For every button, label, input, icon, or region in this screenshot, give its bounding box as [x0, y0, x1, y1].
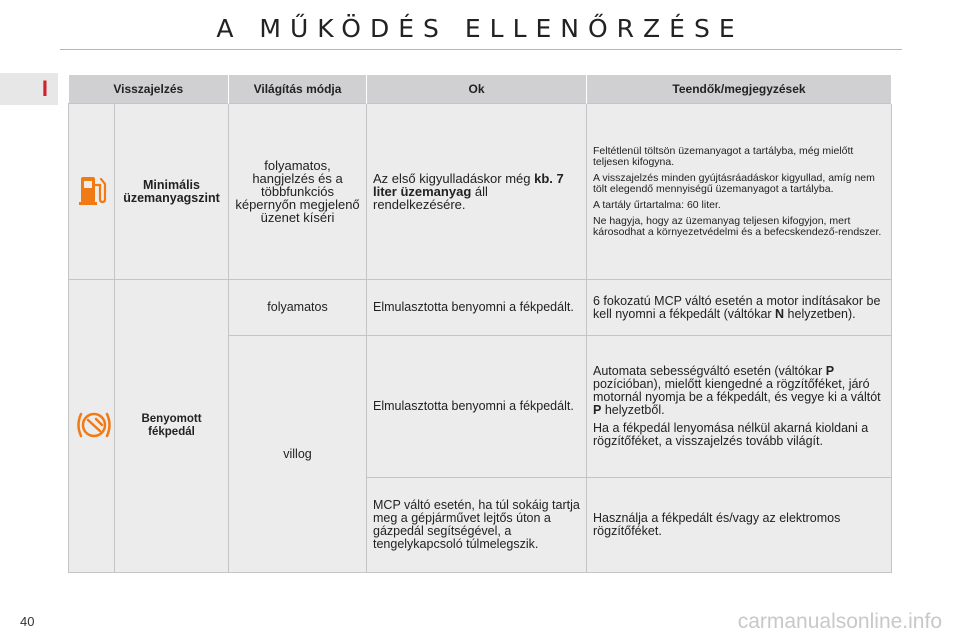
brake-mode-flashing: villog: [229, 336, 367, 573]
header-indicator: Visszajelzés: [69, 75, 229, 104]
fuel-note: A tartály űrtartalma: 60 liter.: [593, 198, 721, 211]
brake-action-2-bold1: P: [825, 364, 835, 378]
fuel-notes: [587, 104, 892, 280]
parking-brake-icon: [75, 408, 113, 442]
brake-action-3: Használja a fékpedált és/vagy az elektromos rögzítőféket.: [587, 478, 892, 573]
brake-cause-1: Elmulasztotta benyomni a fékpedált.: [367, 280, 587, 336]
brake-cause-2: Elmulasztotta benyomni a fékpedált.: [367, 336, 587, 478]
chapter-tab: [0, 73, 58, 105]
brake-cause-3: MCP váltó esetén, ha túl sokáig tartja meg a gépjárművet lejtős úton a gázpedál segítségével, a tengelykapcsoló túlmelegszik.: [367, 478, 587, 573]
page-title: A MŰKÖDÉS ELLENŐRZÉSE: [216, 14, 744, 43]
title-divider: [60, 49, 902, 50]
fuel-note: Feltétlenül töltsön üzemanyagot a tartályba, még mielőtt teljesen kifogyna.: [593, 144, 854, 168]
table-row: [69, 104, 892, 280]
fuel-note: Ne hagyja, hogy az üzemanyag teljesen kifogyjon, mert károsodhat a környezetvédelmi és a befecskendező-rendszer.: [593, 214, 882, 238]
brake-action-1: [587, 280, 892, 336]
brake-action-1-bold: N: [775, 306, 785, 321]
fuel-lighting-mode: folyamatos, hangjelzés és a többfunkciós képernyőn megjelenő üzenet kíséri: [229, 104, 367, 280]
brake-action-1-pre: 6 fokozatú MCP váltó esetén a motor indításakor be kell nyomni a fékpedált (váltókar: [593, 293, 881, 321]
brake-action-2-post: helyzetből.: [601, 403, 665, 417]
fuel-icon-cell: [69, 104, 115, 280]
page-number: 40: [20, 614, 35, 629]
table-row: [69, 280, 892, 336]
brake-action-2-mid: pozícióban), mielőtt kiengedné a rögzítőféket, járó motornál nyomja be a fékpedált, és vegye ki a váltót: [593, 377, 881, 404]
table-header-row: [69, 75, 892, 104]
brake-action-2: [587, 336, 892, 478]
warning-lights-table: [68, 75, 892, 573]
header-cause: Ok: [367, 75, 587, 104]
brake-action-2-bold2: P: [593, 403, 602, 417]
brake-action-2-para: [593, 365, 885, 417]
fuel-cause-bold: kb. 7 liter üzemanyag: [373, 171, 564, 199]
brake-mode-steady: folyamatos: [229, 280, 367, 336]
brake-action-2-para: Ha a fékpedál lenyomása nélkül akarná kioldani a rögzítőféket, a visszajelzés tovább világít.: [593, 421, 869, 448]
fuel-cause: [367, 104, 587, 280]
header-action: Teendők/megjegyzések: [587, 75, 892, 104]
brake-action-1-post: helyzetben).: [784, 306, 856, 321]
brake-action-2-pre: Automata sebességváltó esetén (váltókar: [593, 364, 826, 378]
fuel-cause-pre: Az első kigyulladáskor még: [373, 171, 535, 186]
brake-indicator-name: Benyomott fékpedál: [115, 280, 229, 573]
chapter-label: I: [41, 76, 48, 101]
header-mode: Világítás módja: [229, 75, 367, 104]
fuel-cause-post: áll rendelkezésére.: [373, 184, 488, 212]
fuel-pump-icon: [77, 173, 107, 207]
fuel-note: A visszajelzés minden gyújtásráadáskor kigyullad, amíg nem tölt elegendő mennyiségű üzemanyagot a tartályba.: [593, 171, 875, 195]
brake-icon-cell: [69, 280, 115, 573]
watermark: carmanualsonline.info: [737, 610, 942, 633]
fuel-indicator-name: Minimális üzemanyagszint: [115, 104, 229, 280]
